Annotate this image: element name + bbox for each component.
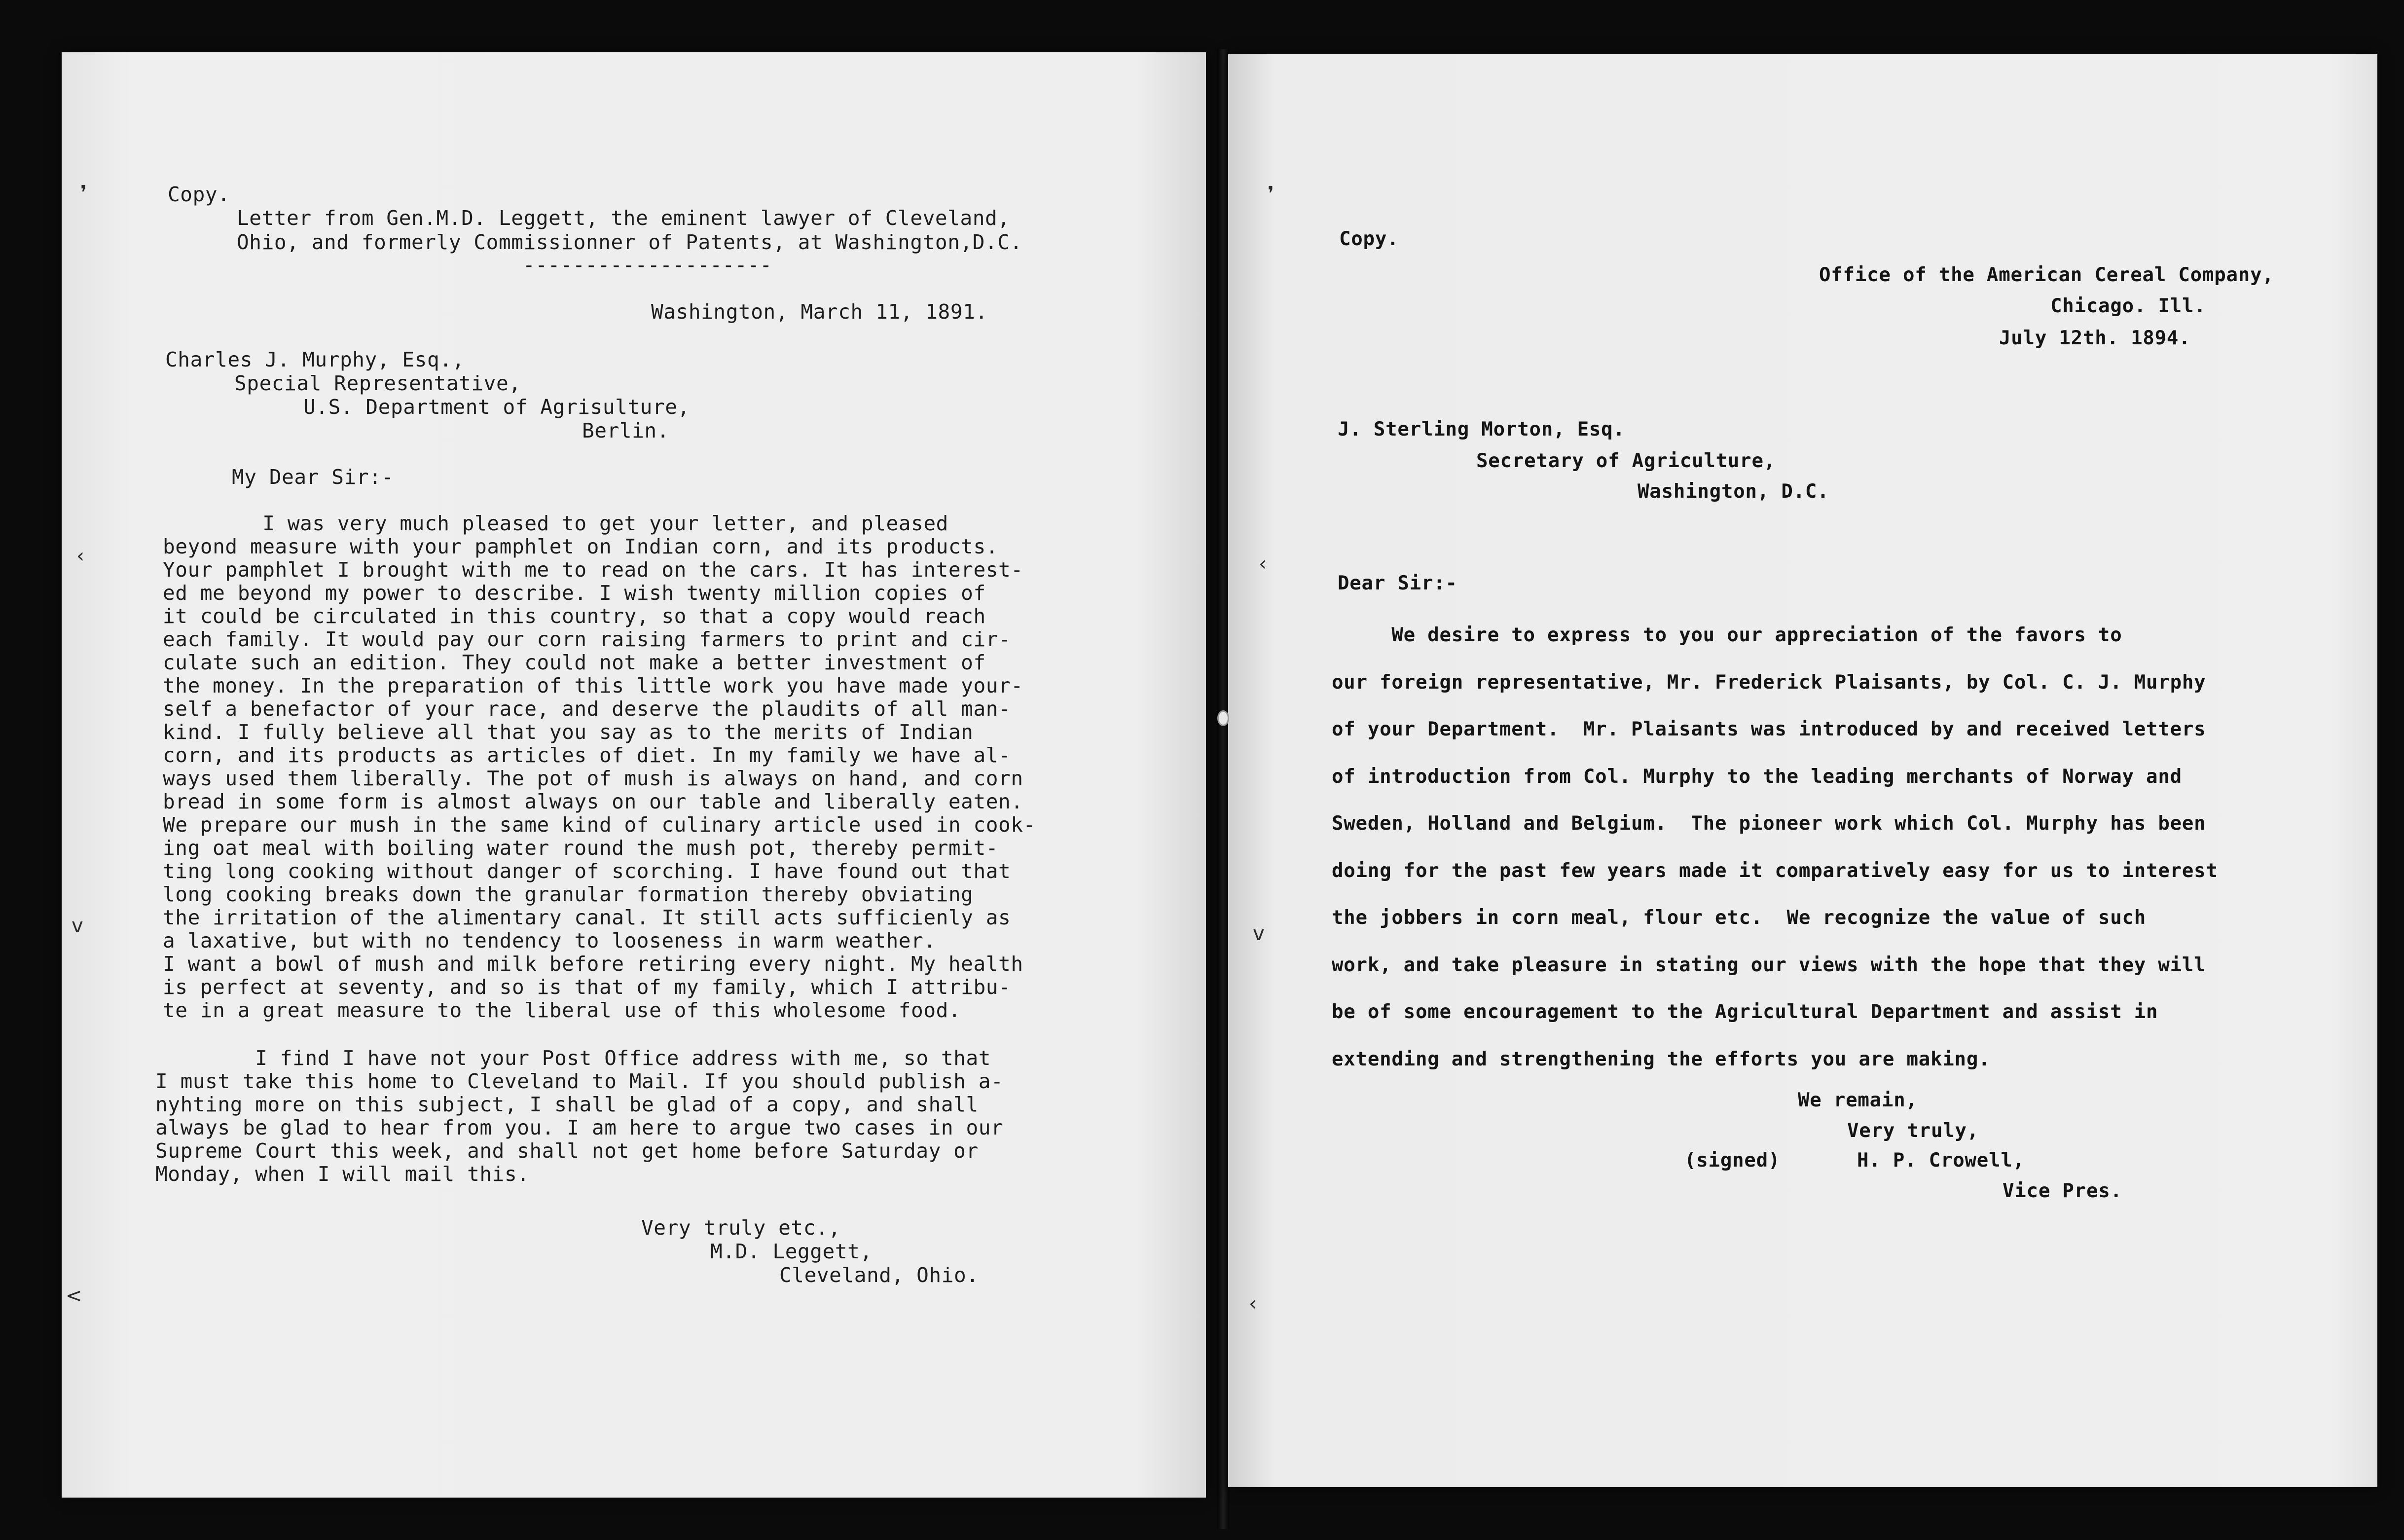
closing-we-remain: We remain,	[1798, 1089, 1918, 1111]
text-line: doing for the past few years made it comparatively easy for us to interest	[1332, 859, 2218, 882]
header-copy: Copy.	[168, 183, 230, 206]
text-line: of your Department. Mr. Plaisants was introduced by and received letters	[1332, 718, 2206, 740]
addressee-city: Berlin.	[582, 419, 669, 442]
left-letter-page	[62, 52, 1206, 1498]
text-line: Your pamphlet I brought with me to read on the cars. It has interest-	[163, 558, 1023, 582]
title-rule: --------------------	[523, 253, 772, 277]
text-line: I want a bowl of mush and milk before retiring every night. My health	[163, 952, 1023, 976]
paragraph-2	[155, 1047, 1003, 1186]
margin-mark: <	[66, 1284, 82, 1307]
salutation: My Dear Sir:-	[232, 465, 394, 489]
office-line: Office of the American Cereal Company,	[1819, 264, 2274, 286]
margin-mark: ❜	[80, 182, 87, 204]
text-line: extending and strengthening the efforts you are making.	[1332, 1048, 1991, 1070]
dateline: Washington, March 11, 1891.	[651, 300, 988, 324]
text-line: corn, and its products as articles of diet. In my family we have al-	[163, 743, 1011, 767]
addressee-name: J. Sterling Morton, Esq.	[1338, 418, 1625, 440]
margin-mark: ‹	[1249, 1292, 1257, 1315]
signer-name: M.D. Leggett,	[710, 1240, 873, 1263]
closing: Very truly etc.,	[641, 1216, 841, 1240]
text-line: te in a great measure to the liberal use of this wholesome food.	[163, 998, 961, 1022]
right-letter-page	[1228, 54, 2377, 1487]
text-line: ed me beyond my power to describe. I wish twenty million copies of	[163, 581, 986, 605]
text-line: beyond measure with your pamphlet on Indian corn, and its products.	[163, 535, 999, 558]
text-line: the money. In the preparation of this little work you have made your-	[163, 674, 1023, 697]
letter-title-line1: Letter from Gen.M.D. Leggett, the eminent lawyer of Cleveland,	[237, 206, 1010, 230]
text-line: be of some encouragement to the Agricultural Department and assist in	[1332, 1001, 2158, 1023]
text-line: culate such an edition. They could not make a better investment of	[163, 651, 986, 674]
text-line: ing oat meal with boiling water round the mush pot, thereby permit-	[163, 836, 999, 860]
text-line: We desire to express to you our appreciation of the favors to	[1332, 624, 2122, 646]
letter-body	[1332, 612, 2218, 1083]
text-line: work, and take pleasure in stating our views with the hope that they will	[1332, 953, 2206, 976]
office-date: July 12th. 1894.	[1999, 327, 2191, 349]
closing-very-truly: Very truly,	[1847, 1120, 1979, 1142]
header-copy: Copy.	[1339, 228, 1399, 250]
text-line: self a benefactor of your race, and deserve the plaudits of all man-	[163, 697, 1011, 721]
addressee-dept: U.S. Department of Agrisulture,	[303, 395, 690, 419]
signer-title: Vice Pres.	[2003, 1180, 2122, 1202]
text-line: each family. It would pay our corn raising farmers to print and cir-	[163, 627, 1011, 651]
text-line: it could be circulated in this country, so that a copy would reach	[163, 604, 986, 628]
signed-note: (signed)	[1684, 1149, 1781, 1172]
text-line: nyhting more on this subject, I shall be glad of a copy, and shall	[155, 1093, 979, 1116]
text-line: I must take this home to Cleveland to Mail. If you should publish a-	[155, 1069, 1004, 1093]
text-line: the jobbers in corn meal, flour etc. We recognize the value of such	[1332, 907, 2147, 929]
text-line: ting long cooking without danger of scorching. I have found out that	[163, 859, 1011, 883]
text-line: Monday, when I will mail this.	[155, 1162, 530, 1186]
text-line: always be glad to hear from you. I am here to argue two cases in our	[155, 1116, 1004, 1139]
text-line: I was very much pleased to get your letter, and pleased	[163, 512, 948, 535]
text-line: is perfect at seventy, and so is that of my family, which I attribu-	[163, 975, 1011, 999]
margin-mark: ❜	[1268, 183, 1274, 205]
text-line: our foreign representative, Mr. Frederick Plaisants, by Col. C. J. Murphy	[1332, 671, 2206, 694]
addressee-title: Special Representative,	[234, 371, 521, 395]
office-city: Chicago. Ill.	[2050, 295, 2206, 317]
signer-city: Cleveland, Ohio.	[779, 1263, 979, 1287]
margin-mark: ‹	[76, 545, 84, 567]
text-line: the irritation of the alimentary canal. It still acts sufficienly as	[163, 906, 1011, 929]
margin-mark: v	[72, 915, 83, 937]
punch-hole	[1217, 710, 1229, 726]
margin-mark: ‹	[1259, 552, 1267, 575]
text-line: We prepare our mush in the same kind of culinary article used in cook-	[163, 813, 1036, 837]
text-line: bread in some form is almost always on our table and liberally eaten.	[163, 790, 1023, 813]
signer-name: H. P. Crowell,	[1857, 1149, 2025, 1172]
addressee-city: Washington, D.C.	[1638, 480, 1829, 503]
text-line: ways used them liberally. The pot of mush is always on hand, and corn	[163, 767, 1023, 790]
margin-mark: v	[1253, 922, 1265, 945]
addressee-name: Charles J. Murphy, Esq.,	[165, 348, 465, 371]
addressee-title: Secretary of Agriculture,	[1476, 450, 1776, 472]
text-line: long cooking breaks down the granular formation thereby obviating	[163, 882, 974, 906]
text-line: Supreme Court this week, and shall not get home before Saturday or	[155, 1139, 979, 1163]
paragraph-1	[163, 512, 1036, 1022]
salutation: Dear Sir:-	[1338, 572, 1457, 594]
letter-title-line2: Ohio, and formerly Commissionner of Patents, at Washington,D.C.	[237, 230, 1022, 254]
text-line: of introduction from Col. Murphy to the leading merchants of Norway and	[1332, 765, 2182, 788]
text-line: kind. I fully believe all that you say as to the merits of Indian	[163, 720, 974, 744]
text-line: a laxative, but with no tendency to looseness in warm weather.	[163, 929, 936, 953]
text-line: I find I have not your Post Office address with me, so that	[155, 1046, 991, 1070]
text-line: Sweden, Holland and Belgium. The pioneer work which Col. Murphy has been	[1332, 812, 2206, 835]
binding-gutter	[1217, 49, 1229, 1529]
